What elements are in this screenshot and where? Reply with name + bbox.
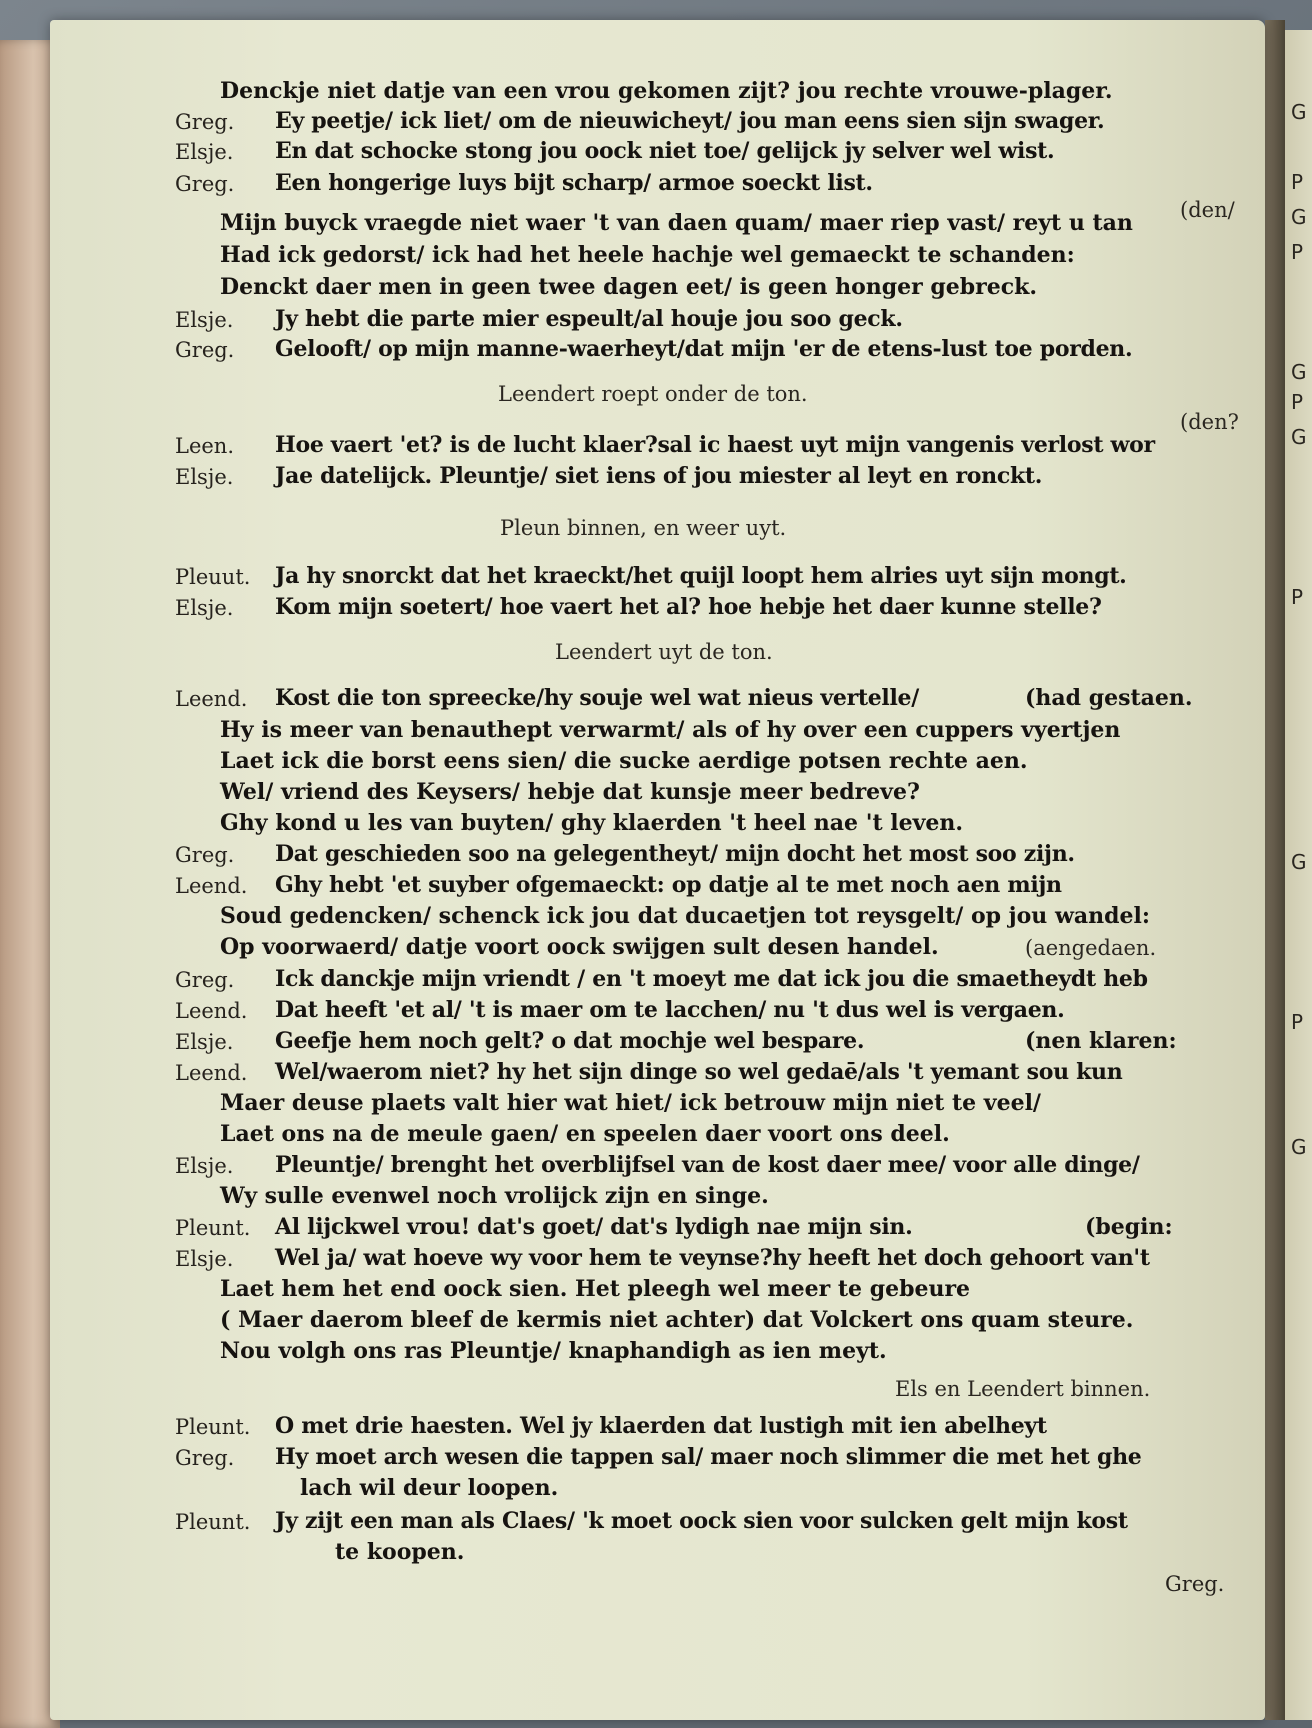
speaker-label: Pleunt. xyxy=(175,1216,251,1240)
next-page-letter: P xyxy=(1291,390,1304,414)
verse-line: Soud gedencken/ schenck ick jou dat ducaetjen tot reysgelt/ op jou wandel: xyxy=(220,903,1151,929)
verse-line: Ja hy snorckt dat het kraeckt/het quijl loopt hem alries uyt sijn mongt. xyxy=(275,563,1127,589)
next-page-edge xyxy=(1285,30,1312,1720)
verse-line: Had ick gedorst/ ick had het heele hachje wel gemaeckt te schanden: xyxy=(220,242,1075,268)
verse-line: Een hongerige luys bijt scharp/ armoe soeckt list. xyxy=(275,170,873,196)
verse-line: Hy is meer van benauthept verwarmt/ als of hy over een cuppers vyertjen xyxy=(220,717,1121,743)
verse-line: Ey peetje/ ick liet/ om de nieuwicheyt/ jou man eens sien sijn swager. xyxy=(275,108,1105,134)
verse-line: Dat heeft 'et al/ 't is maer om te lacchen/ nu 't dus wel is vergaen. xyxy=(275,997,1065,1023)
stage-direction: Leendert roept onder de ton. xyxy=(498,382,808,406)
book-gutter xyxy=(1265,20,1285,1720)
next-page-letter: P xyxy=(1291,170,1304,194)
overflow-word: (den/ xyxy=(1180,198,1235,222)
overflow-word: (begin: xyxy=(1085,1214,1173,1240)
verse-line: te koopen. xyxy=(335,1539,465,1565)
next-page-letter: G xyxy=(1291,850,1307,874)
verse-line: ( Maer daerom bleef de kermis niet achter) dat Volckert ons quam steure. xyxy=(220,1307,1134,1333)
speaker-label: Pleuut. xyxy=(175,565,251,589)
speaker-label: Elsje. xyxy=(175,308,234,332)
speaker-label: Pleunt. xyxy=(175,1415,251,1439)
verse-line: Wel/waerom niet? hy het sijn dinge so wel gedaē/als 't yemant sou kun xyxy=(275,1059,1123,1085)
speaker-label: Greg. xyxy=(175,968,235,992)
speaker-label: Leend. xyxy=(175,874,248,898)
next-page-letter: G xyxy=(1291,1135,1307,1159)
speaker-label: Greg. xyxy=(175,338,235,362)
verse-line: Jy zijt een man als Claes/ 'k moet oock sien voor sulcken gelt mijn kost xyxy=(275,1508,1128,1534)
verse-line: Dat geschieden soo na gelegentheyt/ mijn docht het most soo zijn. xyxy=(275,841,1075,867)
verse-line: Nou volgh ons ras Pleuntje/ knaphandigh as ien meyt. xyxy=(220,1338,887,1364)
verse-line: Hoe vaert 'et? is de lucht klaer?sal ic haest uyt mijn vangenis verlost wor xyxy=(275,432,1155,458)
verse-line: Ick danckje mijn vriendt / en 't moeyt me dat ick jou die smaetheydt heb xyxy=(275,966,1148,992)
overflow-word: (den? xyxy=(1180,410,1239,434)
verse-line: Pleuntje/ brenght het overblijfsel van de kost daer mee/ voor alle dinge/ xyxy=(275,1152,1140,1178)
verse-line: Jae datelijck. Pleuntje/ siet iens of jou miester al leyt en ronckt. xyxy=(275,463,1043,489)
verse-line: Ghy hebt 'et suyber ofgemaeckt: op datje al te met noch aen mijn xyxy=(275,872,1062,898)
verse-line: Mijn buyck vraegde niet waer 't van daen quam/ maer riep vast/ reyt u tan xyxy=(220,210,1133,236)
verse-line: Laet ons na de meule gaen/ en speelen daer voort ons deel. xyxy=(220,1121,950,1147)
next-page-letter: P xyxy=(1291,240,1304,264)
speaker-label: Leend. xyxy=(175,999,248,1023)
verse-line: Geefje hem noch gelt? o dat mochje wel bespare. xyxy=(275,1028,865,1054)
verse-line: lach wil deur loopen. xyxy=(300,1475,559,1501)
speaker-label: Leend. xyxy=(175,687,248,711)
overflow-word: (nen klaren: xyxy=(1025,1028,1177,1054)
verse-line: Kost die ton spreecke/hy souje wel wat nieus vertelle/ xyxy=(275,685,919,711)
speaker-label: Elsje. xyxy=(175,596,234,620)
next-page-letter: G xyxy=(1291,360,1307,384)
next-page-letter: G xyxy=(1291,205,1307,229)
speaker-label: Leend. xyxy=(175,1061,248,1085)
catchword: Greg. xyxy=(1165,1572,1225,1596)
overflow-word: (aengedaen. xyxy=(1025,936,1157,960)
verse-line: Gelooft/ op mijn manne-waerheyt/dat mijn 'er de etens-lust toe porden. xyxy=(275,336,1133,362)
next-page-letter: P xyxy=(1291,585,1304,609)
verse-line: Wy sulle evenwel noch vrolijck zijn en singe. xyxy=(220,1183,769,1209)
stage-direction: Pleun binnen, en weer uyt. xyxy=(500,516,787,540)
speaker-label: Pleunt. xyxy=(175,1510,251,1534)
speaker-label: Greg. xyxy=(175,1446,235,1470)
verse-line: Al lijckwel vrou! dat's goet/ dat's lydigh nae mijn sin. xyxy=(275,1214,913,1240)
speaker-label: Leen. xyxy=(175,434,235,458)
verse-line: Wel ja/ wat hoeve wy voor hem te veynse?hy heeft het doch gehoort van't xyxy=(275,1245,1150,1271)
speaker-label: Greg. xyxy=(175,843,235,867)
speaker-label: Elsje. xyxy=(175,1154,234,1178)
speaker-label: Greg. xyxy=(175,172,235,196)
verse-line: Op voorwaerd/ datje voort oock swijgen sult desen handel. xyxy=(220,934,939,960)
verse-line: O met drie haesten. Wel jy klaerden dat lustigh mit ien abelheyt xyxy=(275,1413,1047,1439)
speaker-label: Elsje. xyxy=(175,465,234,489)
stage-direction: Els en Leendert binnen. xyxy=(895,1377,1151,1401)
speaker-label: Elsje. xyxy=(175,140,234,164)
verse-line: Maer deuse plaets valt hier wat hiet/ ick betrouw mijn niet te veel/ xyxy=(220,1090,1041,1116)
book-page xyxy=(50,20,1265,1720)
overflow-word: (had gestaen. xyxy=(1025,685,1193,711)
verse-line: Kom mijn soetert/ hoe vaert het al? hoe hebje het daer kunne stelle? xyxy=(275,594,1102,620)
verse-line: Hy moet arch wesen die tappen sal/ maer noch slimmer die met het ghe xyxy=(275,1444,1142,1470)
stage-direction: Leendert uyt de ton. xyxy=(555,640,773,664)
verse-line: En dat schocke stong jou oock niet toe/ gelijck jy selver wel wist. xyxy=(275,138,1055,164)
verse-line: Denckje niet datje van een vrou gekomen zijt? jou rechte vrouwe-plager. xyxy=(220,78,1113,104)
verse-line: Jy hebt die parte mier espeult/al houje jou soo geck. xyxy=(275,306,903,332)
next-page-letter: G xyxy=(1291,100,1307,124)
speaker-label: Greg. xyxy=(175,110,235,134)
verse-line: Ghy kond u les van buyten/ ghy klaerden 't heel nae 't leven. xyxy=(220,810,964,836)
verse-line: Wel/ vriend des Keysers/ hebje dat kunsje meer bedreve? xyxy=(220,779,920,805)
speaker-label: Elsje. xyxy=(175,1247,234,1271)
verse-line: Laet hem het end oock sien. Het pleegh wel meer te gebeure xyxy=(220,1276,971,1302)
next-page-letter: G xyxy=(1291,425,1307,449)
verse-line: Laet ick die borst eens sien/ die sucke aerdige potsen rechte aen. xyxy=(220,748,1028,774)
verse-line: Denckt daer men in geen twee dagen eet/ is geen honger gebreck. xyxy=(220,274,1038,300)
speaker-label: Elsje. xyxy=(175,1030,234,1054)
next-page-letter: P xyxy=(1291,1010,1304,1034)
